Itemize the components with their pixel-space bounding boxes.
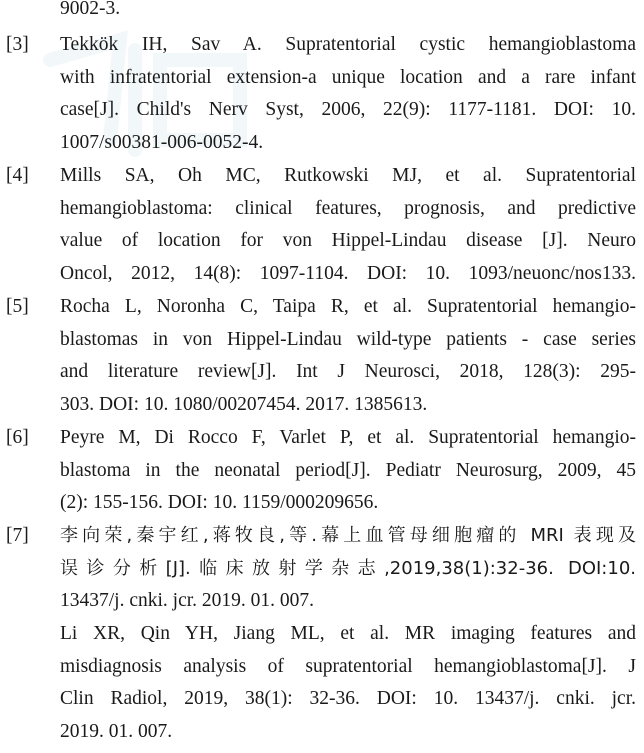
reference-line: value of location for von Hippel-Lindau disease [J]. Neuro: [60, 230, 636, 251]
reference-line: 1007/s00381-006-0052-4.: [60, 132, 264, 153]
reference-line: misdiagnosis analysis of supratentorial hemangioblastoma[J]. J: [60, 656, 636, 677]
reference-line: Rocha L, Noronha C, Taipa R, et al. Supratentorial hemangio-: [60, 296, 636, 317]
reference-line: blastoma in the neonatal period[J]. Pediatr Neurosurg, 2009, 45: [60, 460, 636, 481]
reference-line: Oncol, 2012, 14(8): 1097-1104. DOI: 10. 1093/neuonc/nos133.: [60, 263, 636, 284]
reference-line: and literature review[J]. Int J Neurosci, 2018, 128(3): 295-: [60, 361, 636, 382]
reference-number: [7]: [6, 525, 29, 546]
reference-line: with infratentorial extension-a unique location and a rare infant: [60, 67, 636, 88]
reference-number: [6]: [6, 427, 29, 448]
reference-line: blastomas in von Hippel-Lindau wild-type patients - case series: [60, 329, 636, 350]
reference-number: [5]: [6, 296, 29, 317]
reference-line: Li XR, Qin YH, Jiang ML, et al. MR imaging features and: [60, 623, 636, 644]
reference-number: [3]: [6, 34, 29, 55]
reference-line: 303. DOI: 10. 1080/00207454. 2017. 1385613.: [60, 394, 428, 415]
reference-line: (2): 155-156. DOI: 10. 1159/000209656.: [60, 492, 379, 513]
reference-line: 9002-3.: [60, 0, 121, 19]
reference-line: hemangioblastoma: clinical features, prognosis, and predictive: [60, 198, 636, 219]
reference-number: [4]: [6, 165, 29, 186]
reference-line: Clin Radiol, 2019, 38(1): 32-36. DOI: 10. 13437/j. cnki. jcr.: [60, 688, 636, 709]
reference-line: Mills SA, Oh MC, Rutkowski MJ, et al. Supratentorial: [60, 165, 636, 186]
reference-line: 13437/j. cnki. jcr. 2019. 01. 007.: [60, 590, 315, 611]
reference-line: 2019. 01. 007.: [60, 721, 173, 742]
reference-line-chinese: 误诊分析[J].临床放射学杂志,2019,38(1):32-36. DOI:10.: [60, 558, 636, 579]
reference-line: Tekkök IH, Sav A. Supratentorial cystic hemangioblastoma: [60, 34, 636, 55]
reference-line: case[J]. Child's Nerv Syst, 2006, 22(9): 1177-1181. DOI: 10.: [60, 99, 636, 120]
reference-line: Peyre M, Di Rocco F, Varlet P, et al. Supratentorial hemangio-: [60, 427, 636, 448]
reference-line-chinese: 李向荣,秦宇红,蒋牧良,等.幕上血管母细胞瘤的 MRI 表现及: [60, 525, 636, 546]
